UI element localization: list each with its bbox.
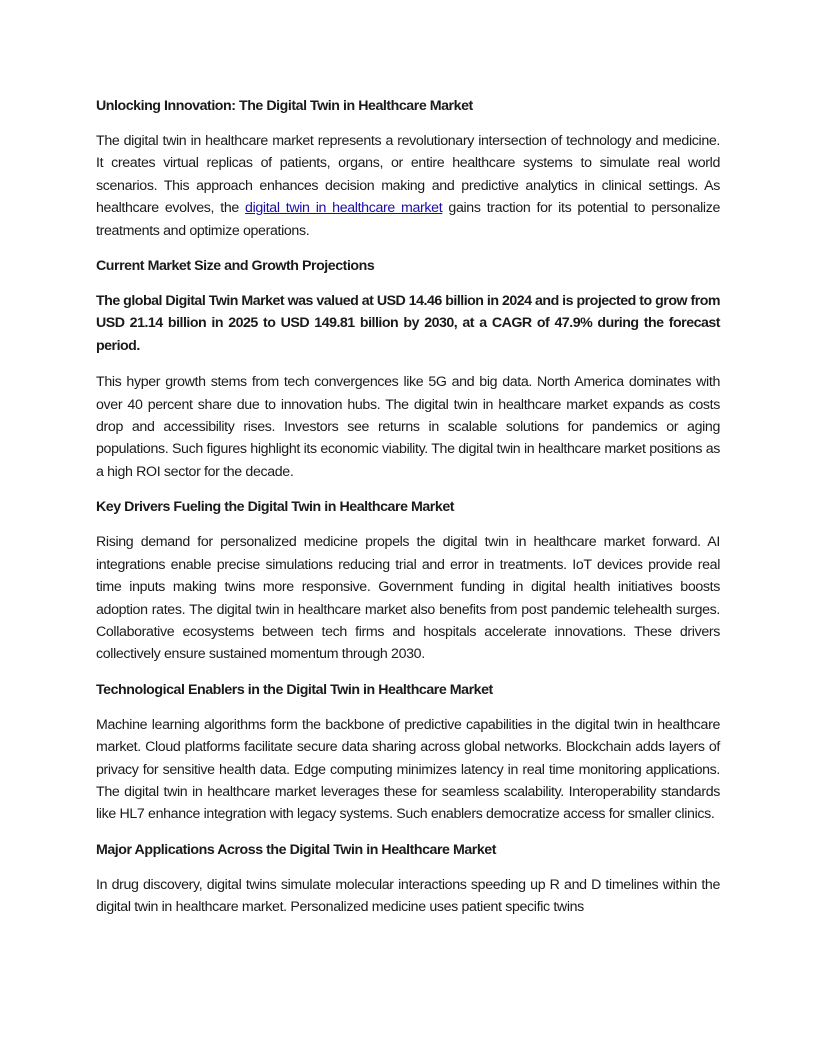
section-heading-market-size: Current Market Size and Growth Projections	[96, 258, 375, 275]
key-drivers-paragraph: Rising demand for personalized medicine propels the digital twin in healthcare market forward. AI integrations enable precise simulations reducing trial and error in treatments. IoT devices provide real time inputs making twins more responsive. Government funding in digital health initiatives boosts adoption rates. The digital twin in healthcare market also benefits from post pandemic telehealth surges. Collaborative ecosystems between tech firms and hospitals accelerate innovations. These drivers collectively ensure sustained momentum through 2030.	[96, 534, 720, 663]
market-size-paragraph: This hyper growth stems from tech convergences like 5G and big data. North America dominates with over 40 percent share due to innovation hubs. The digital twin in healthcare market expands as costs drop and accessibility rises. Investors see returns in scalable solutions for pandemics or aging populations. Such figures highlight its economic viability. The digital twin in healthcare market positions as a high ROI sector for the decade.	[96, 374, 720, 480]
document-page	[96, 96, 720, 933]
intro-text-before-link: The digital twin in healthcare market represents a revolutionary intersection of technology and medicine. It creates virtual replicas of patients, organs, or entire healthcare systems to simulate real world scenarios. This approach enhances decision making and predictive analytics in clinical settings. As healthcare evolves, the	[96, 133, 720, 217]
market-size-highlight-paragraph: The global Digital Twin Market was valued at USD 14.46 billion in 2024 and is projected to grow from USD 21.14 billion in 2025 to USD 149.81 billion by 2030, at a CAGR of 47.9% during the forecast period.	[96, 293, 720, 354]
section-heading-intro: Unlocking Innovation: The Digital Twin in Healthcare Market	[96, 98, 473, 114]
applications-paragraph: In drug discovery, digital twins simulate molecular interactions speeding up R and D timelines within the digital twin in healthcare market. Personalized medicine uses patient specific twins	[96, 876, 720, 916]
tech-enablers-paragraph: Machine learning algorithms form the backbone of predictive capabilities in the digital twin in healthcare market. Cloud platforms facilitate secure data sharing across global networks. Blockchain adds layers of privacy for sensitive health data. Edge computing minimizes latency in real time monitoring applications. The digital twin in healthcare market leverages these for seamless scalability. Interoperability standards like HL7 enhance integration with legacy systems. Such enablers democratize access for smaller clinics.	[96, 716, 720, 823]
intro-paragraph	[96, 130, 720, 242]
market-link[interactable]: digital twin in healthcare market	[245, 200, 443, 217]
section-heading-key-drivers: Key Drivers Fueling the Digital Twin in Healthcare Market	[96, 499, 455, 516]
section-heading-applications: Major Applications Across the Digital Twin in Healthcare Market	[96, 841, 496, 858]
section-heading-tech-enablers: Technological Enablers in the Digital Twin in Healthcare Market	[96, 681, 493, 698]
intro-text-after-link: gains traction for its potential to personalize treatments and optimize operations.	[96, 200, 720, 239]
